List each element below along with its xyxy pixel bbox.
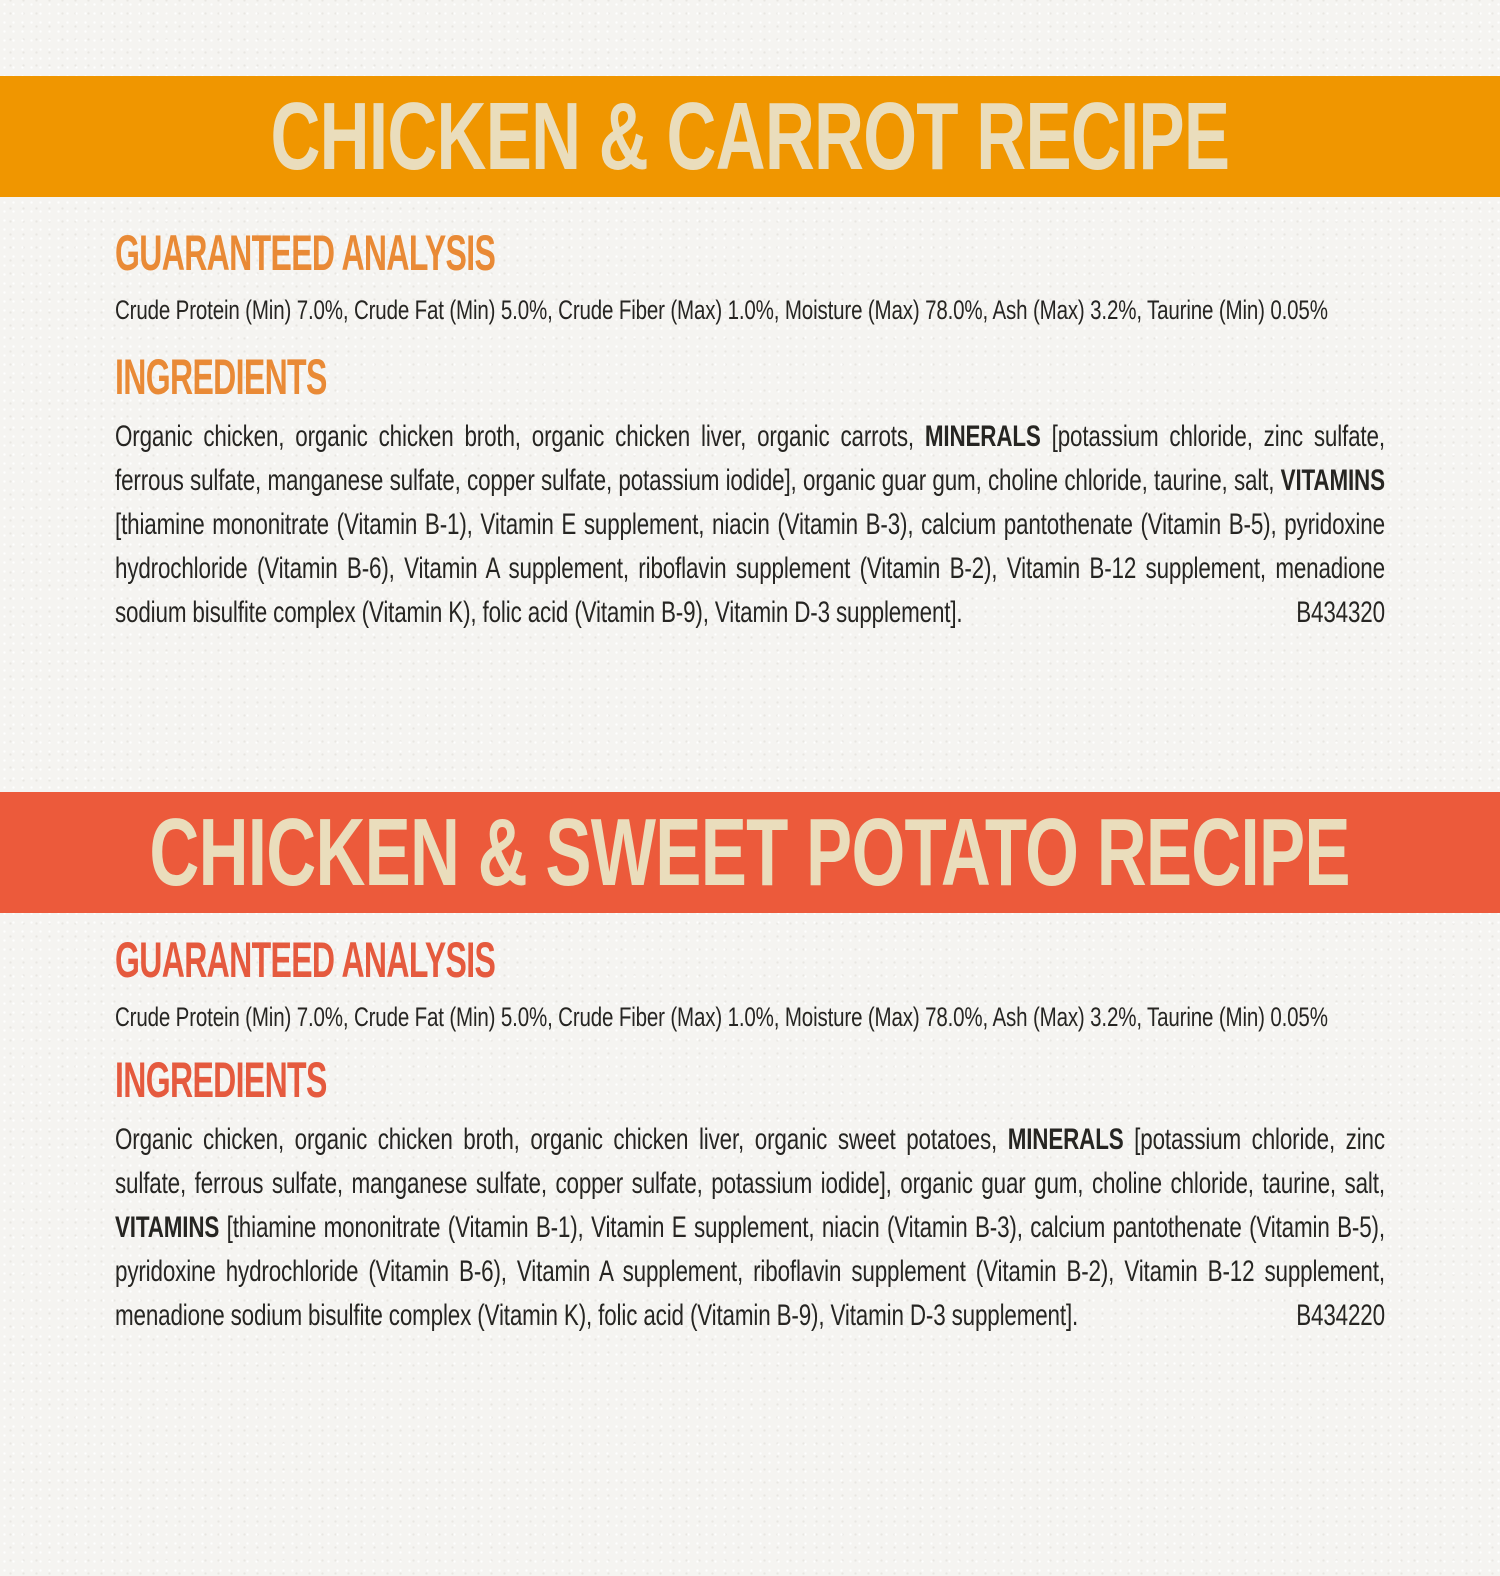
guaranteed-analysis-text: Crude Protein (Min) 7.0%, Crude Fat (Min) 5.0%, Crude Fiber (Max) 1.0%, Moisture (Max) 78.0%, Ash (Max) 3.2%, Taurine (Min) 0.05% <box>115 295 1328 325</box>
batch-code: B434220 <box>1296 1299 1385 1332</box>
ingredients-paragraph-wrap <box>115 1118 1385 1338</box>
recipe-banner-chicken-sweet-potato <box>0 792 1500 913</box>
recipe-title-chicken-carrot: CHICKEN & CARROT RECIPE <box>270 82 1230 190</box>
recipe-content-chicken-sweet-potato <box>115 932 1385 1338</box>
guaranteed-analysis-heading: GUARANTEED ANALYSIS <box>115 932 496 988</box>
guaranteed-analysis-text: Crude Protein (Min) 7.0%, Crude Fat (Min) 5.0%, Crude Fiber (Max) 1.0%, Moisture (Max) 78.0%, Ash (Max) 3.2%, Taurine (Min) 0.05% <box>115 1002 1328 1032</box>
ingredients-heading: INGREDIENTS <box>115 1052 327 1108</box>
recipe-section-chicken-sweet-potato <box>0 792 1500 1338</box>
batch-code: B434320 <box>1296 596 1385 629</box>
recipe-banner-chicken-carrot <box>0 76 1500 197</box>
recipe-content-chicken-carrot <box>115 225 1385 635</box>
guaranteed-analysis-heading: GUARANTEED ANALYSIS <box>115 225 496 281</box>
ingredients-text: Organic chicken, organic chicken broth, organic chicken liver, organic carrots, MINERALS [potassium chloride, zinc sulfate, ferrous sulfate, manganese sulfate, copper sulfate, potassium iodide], organic guar gum, choline chloride, taurine, salt, VITAMINS [thiamine mononitrate (Vitamin B-1), Vitamin E supplement, niacin (Vitamin B-3), calcium pantothenate (Vitamin B-5), pyridoxine hydrochloride (Vitamin B-6), Vitamin A supplement, riboflavin supplement (Vitamin B-2), Vitamin B-12 supplement, menadione sodium bisulfite complex (Vitamin K), folic acid (Vitamin B-9), Vitamin D-3 supplement]. <box>115 420 1385 629</box>
recipe-section-chicken-carrot <box>0 76 1500 635</box>
ingredients-paragraph <box>115 415 1385 635</box>
ingredients-text: Organic chicken, organic chicken broth, organic chicken liver, organic sweet potatoes, MINERALS [potassium chloride, zinc sulfate, ferrous sulfate, manganese sulfate, copper sulfate, potassium iodide], organic guar gum, choline chloride, taurine, salt, VITAMINS [thiamine mononitrate (Vitamin B-1), Vitamin E supplement, niacin (Vitamin B-3), calcium pantothenate (Vitamin B-5), pyridoxine hydrochloride (Vitamin B-6), Vitamin A supplement, riboflavin supplement (Vitamin B-2), Vitamin B-12 supplement, menadione sodium bisulfite complex (Vitamin K), folic acid (Vitamin B-9), Vitamin D-3 supplement]. <box>115 1123 1385 1332</box>
ingredients-paragraph <box>115 1118 1385 1338</box>
recipe-title-chicken-sweet-potato: CHICKEN & SWEET POTATO RECIPE <box>149 798 1351 906</box>
ingredients-heading: INGREDIENTS <box>115 349 327 405</box>
ingredients-paragraph-wrap <box>115 415 1385 635</box>
